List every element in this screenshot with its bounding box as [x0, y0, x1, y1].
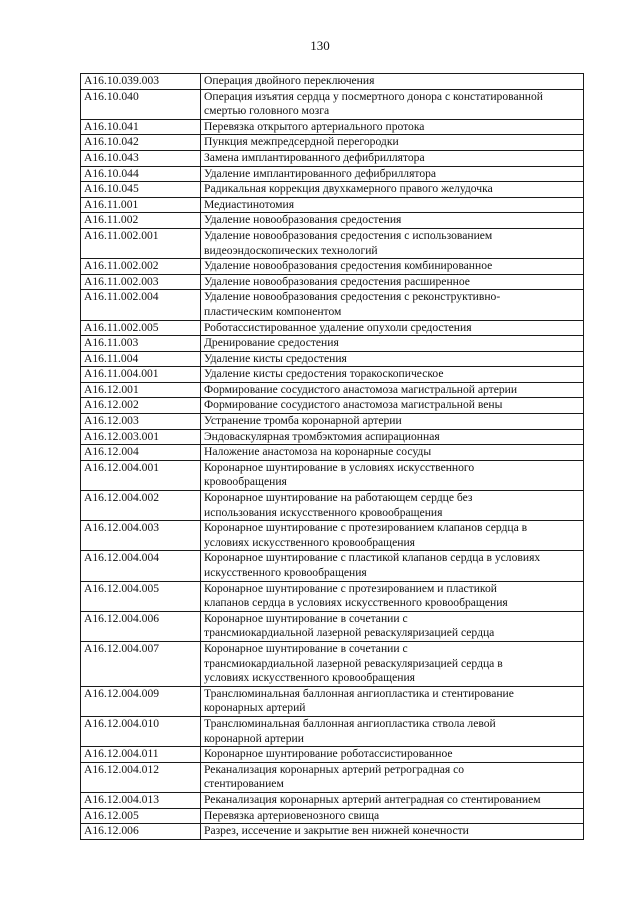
- procedure-name-line: пластическим компонентом: [204, 304, 342, 318]
- procedure-code-cell: A16.11.002.003: [81, 274, 201, 290]
- procedure-code-cell: A16.12.004.012: [81, 762, 201, 792]
- procedure-name-line: Перевязка открытого артериального протока: [204, 119, 425, 133]
- procedure-name-cell: [201, 150, 584, 166]
- procedure-name-line: Удаление имплантированного дефибриллятора: [204, 166, 437, 180]
- procedure-code-cell: A16.12.004.006: [81, 611, 201, 641]
- table-row: [81, 336, 584, 352]
- procedure-name-line: Разрез, иссечение и закрытие вен нижней конечности: [204, 824, 469, 838]
- procedure-name-line: видеоэндоскопических технологий: [204, 243, 378, 257]
- procedure-code-cell: A16.10.039.003: [81, 74, 201, 90]
- procedure-name-line: Пункция межпредсердной перегородки: [204, 135, 399, 149]
- procedure-name-cell: [201, 351, 584, 367]
- procedure-name-cell: [201, 259, 584, 275]
- procedure-name-line: условиях искусственного кровообращения: [204, 671, 415, 685]
- procedure-code-cell: A16.12.005: [81, 808, 201, 824]
- procedure-code-cell: A16.11.002.001: [81, 228, 201, 258]
- procedure-name-cell: [201, 197, 584, 213]
- procedure-name-cell: [201, 135, 584, 151]
- procedure-code-cell: A16.10.042: [81, 135, 201, 151]
- procedure-name-cell: [201, 581, 584, 611]
- procedure-name-line: Удаление новообразования средостения с реконструктивно-: [204, 290, 501, 304]
- procedure-name-cell: [201, 382, 584, 398]
- procedure-name-cell: [201, 213, 584, 229]
- procedure-code-cell: A16.12.004.009: [81, 686, 201, 716]
- table-row: [81, 611, 584, 641]
- procedure-name-line: Транслюминальная баллонная ангиопластика и стентирование: [204, 686, 514, 700]
- table-row: [81, 89, 584, 119]
- procedure-name-line: Устранение тромба коронарной артерии: [204, 414, 402, 428]
- procedure-name-cell: [201, 228, 584, 258]
- procedure-name-line: Коронарное шунтирование в сочетании с: [204, 641, 408, 655]
- table-row: [81, 320, 584, 336]
- procedure-name-line: Операция изъятия сердца у посмертного донора с констатированной: [204, 89, 544, 103]
- procedure-name-line: Реканализация коронарных артерий ретроградная со: [204, 762, 465, 776]
- table-row: [81, 429, 584, 445]
- procedure-name-line: Удаление кисты средостения торакоскопическое: [204, 367, 444, 381]
- table-row: [81, 74, 584, 90]
- procedure-name-line: коронарной артерии: [204, 731, 304, 745]
- table-row: [81, 491, 584, 521]
- procedure-name-line: Коронарное шунтирование с протезированием и пластикой: [204, 581, 497, 595]
- table-row: [81, 166, 584, 182]
- procedure-code-cell: A16.12.004.011: [81, 747, 201, 763]
- procedure-name-line: Удаление кисты средостения: [204, 351, 347, 365]
- procedure-name-line: Замена имплантированного дефибриллятора: [204, 150, 425, 164]
- procedure-name-cell: [201, 460, 584, 490]
- procedure-name-cell: [201, 290, 584, 320]
- procedure-code-cell: A16.11.003: [81, 336, 201, 352]
- procedure-name-cell: [201, 747, 584, 763]
- procedure-name-line: Формирование сосудистого анастомоза магистральной вены: [204, 398, 503, 412]
- table-row: [81, 414, 584, 430]
- procedure-code-cell: A16.11.004.001: [81, 367, 201, 383]
- procedure-name-cell: [201, 641, 584, 686]
- procedure-name-line: Транслюминальная баллонная ангиопластика ствола левой: [204, 716, 496, 730]
- procedure-name-line: коронарных артерий: [204, 701, 306, 715]
- table-row: [81, 686, 584, 716]
- procedure-name-line: использования искусственного кровообращения: [204, 505, 443, 519]
- procedure-name-cell: [201, 414, 584, 430]
- procedure-name-cell: [201, 792, 584, 808]
- procedure-name-cell: [201, 611, 584, 641]
- table-row: [81, 351, 584, 367]
- table-row: [81, 551, 584, 581]
- procedure-name-cell: [201, 521, 584, 551]
- table-row: [81, 213, 584, 229]
- procedure-name-line: условиях искусственного кровообращения: [204, 535, 415, 549]
- procedure-name-line: Коронарное шунтирование роботассистированное: [204, 747, 453, 761]
- procedure-code-cell: A16.10.044: [81, 166, 201, 182]
- procedure-name-cell: [201, 367, 584, 383]
- procedure-name-cell: [201, 336, 584, 352]
- procedure-name-cell: [201, 551, 584, 581]
- table-row: [81, 197, 584, 213]
- table-row: [81, 581, 584, 611]
- procedure-name-line: Радикальная коррекция двухкамерного правого желудочка: [204, 182, 493, 196]
- procedure-code-cell: A16.10.040: [81, 89, 201, 119]
- procedure-name-line: Медиастинотомия: [204, 197, 295, 211]
- table-row: [81, 716, 584, 746]
- procedure-name-line: Наложение анастомоза на коронарные сосуды: [204, 445, 432, 459]
- table-row: [81, 135, 584, 151]
- procedure-code-cell: A16.10.045: [81, 182, 201, 198]
- procedure-name-line: Роботассистированное удаление опухоли средостения: [204, 320, 472, 334]
- table-row: [81, 367, 584, 383]
- procedure-name-line: Перевязка артериовенозного свища: [204, 808, 380, 822]
- procedure-code-cell: A16.11.002.002: [81, 259, 201, 275]
- procedure-name-cell: [201, 491, 584, 521]
- procedure-name-line: Коронарное шунтирование на работающем сердце без: [204, 491, 473, 505]
- procedure-name-line: Формирование сосудистого анастомоза магистральной артерии: [204, 382, 518, 396]
- procedure-code-cell: A16.12.004.002: [81, 491, 201, 521]
- table-row: [81, 228, 584, 258]
- procedure-name-line: стентированием: [204, 777, 284, 791]
- procedure-code-cell: A16.12.003: [81, 414, 201, 430]
- procedure-code-cell: A16.10.041: [81, 119, 201, 135]
- procedure-name-cell: [201, 716, 584, 746]
- table-row: [81, 460, 584, 490]
- procedure-name-line: клапанов сердца в условиях искусственного кровообращения: [204, 596, 508, 610]
- procedure-name-line: Коронарное шунтирование в сочетании с: [204, 611, 408, 625]
- procedure-code-cell: A16.11.004: [81, 351, 201, 367]
- procedure-name-line: Удаление новообразования средостения комбинированное: [204, 259, 493, 273]
- procedure-name-cell: [201, 398, 584, 414]
- table-row: [81, 762, 584, 792]
- procedure-code-cell: A16.11.002.004: [81, 290, 201, 320]
- table-body: [81, 74, 584, 840]
- procedure-code-cell: A16.11.001: [81, 197, 201, 213]
- procedure-name-line: Удаление новообразования средостения с использованием: [204, 228, 493, 242]
- procedure-code-cell: A16.12.004.005: [81, 581, 201, 611]
- procedure-name-cell: [201, 166, 584, 182]
- procedure-code-cell: A16.11.002.005: [81, 320, 201, 336]
- table-row: [81, 274, 584, 290]
- procedure-name-cell: [201, 89, 584, 119]
- procedure-name-cell: [201, 808, 584, 824]
- procedure-code-cell: A16.12.004.003: [81, 521, 201, 551]
- procedure-code-cell: A16.12.004.013: [81, 792, 201, 808]
- table-row: [81, 259, 584, 275]
- procedure-name-line: Удаление новообразования средостения расширенное: [204, 274, 470, 288]
- table-row: [81, 521, 584, 551]
- procedure-name-cell: [201, 445, 584, 461]
- procedure-code-cell: A16.12.006: [81, 824, 201, 840]
- procedure-name-cell: [201, 320, 584, 336]
- table-row: [81, 641, 584, 686]
- table-row: [81, 150, 584, 166]
- procedure-name-line: трансмиокардиальной лазерной реваскуляризацией сердца: [204, 626, 495, 640]
- procedure-name-line: искусственного кровообращения: [204, 566, 367, 579]
- procedure-name-line: Удаление новообразования средостения: [204, 213, 402, 227]
- procedure-name-line: Коронарное шунтирование в условиях искусственного: [204, 460, 475, 474]
- table-row: [81, 808, 584, 824]
- procedure-name-line: трансмиокардиальной лазерной реваскуляризацией сердца в: [204, 656, 503, 670]
- procedure-code-cell: A16.10.043: [81, 150, 201, 166]
- table-row: [81, 382, 584, 398]
- page-number: 130: [310, 38, 330, 53]
- table-row: [81, 290, 584, 320]
- procedure-code-cell: A16.12.001: [81, 382, 201, 398]
- procedure-code-cell: A16.12.004.004: [81, 551, 201, 581]
- procedure-name-line: Коронарное шунтирование с протезированием клапанов сердца в: [204, 521, 528, 535]
- procedure-code-cell: A16.12.003.001: [81, 429, 201, 445]
- procedure-name-line: Реканализация коронарных артерий антеградная со стентированием: [204, 792, 541, 806]
- procedure-code-cell: A16.12.004.001: [81, 460, 201, 490]
- procedure-name-cell: [201, 824, 584, 840]
- procedure-code-cell: A16.12.002: [81, 398, 201, 414]
- procedure-name-line: смертью головного мозга: [204, 104, 330, 118]
- table-row: [81, 445, 584, 461]
- procedure-code-cell: A16.11.002: [81, 213, 201, 229]
- procedure-name-line: кровообращения: [204, 475, 287, 489]
- procedure-name-line: Коронарное шунтирование с пластикой клапанов сердца в условиях: [204, 551, 541, 565]
- procedure-code-cell: A16.12.004.010: [81, 716, 201, 746]
- procedure-code-cell: A16.12.004.007: [81, 641, 201, 686]
- procedure-name-cell: [201, 74, 584, 90]
- procedure-name-cell: [201, 762, 584, 792]
- procedure-name-cell: [201, 429, 584, 445]
- procedure-name-line: Операция двойного переключения: [204, 74, 375, 87]
- procedure-name-cell: [201, 686, 584, 716]
- table-row: [81, 182, 584, 198]
- procedure-name-line: Эндоваскулярная тромбэктомия аспирационная: [204, 429, 440, 443]
- procedure-name-cell: [201, 274, 584, 290]
- procedure-code-cell: A16.12.004: [81, 445, 201, 461]
- procedure-name-cell: [201, 182, 584, 198]
- table-row: [81, 824, 584, 840]
- table-row: [81, 747, 584, 763]
- table-row: [81, 119, 584, 135]
- procedure-name-cell: [201, 119, 584, 135]
- procedure-name-line: Дренирование средостения: [204, 336, 339, 350]
- procedure-codes-table: [80, 73, 584, 840]
- table-row: [81, 792, 584, 808]
- table-row: [81, 398, 584, 414]
